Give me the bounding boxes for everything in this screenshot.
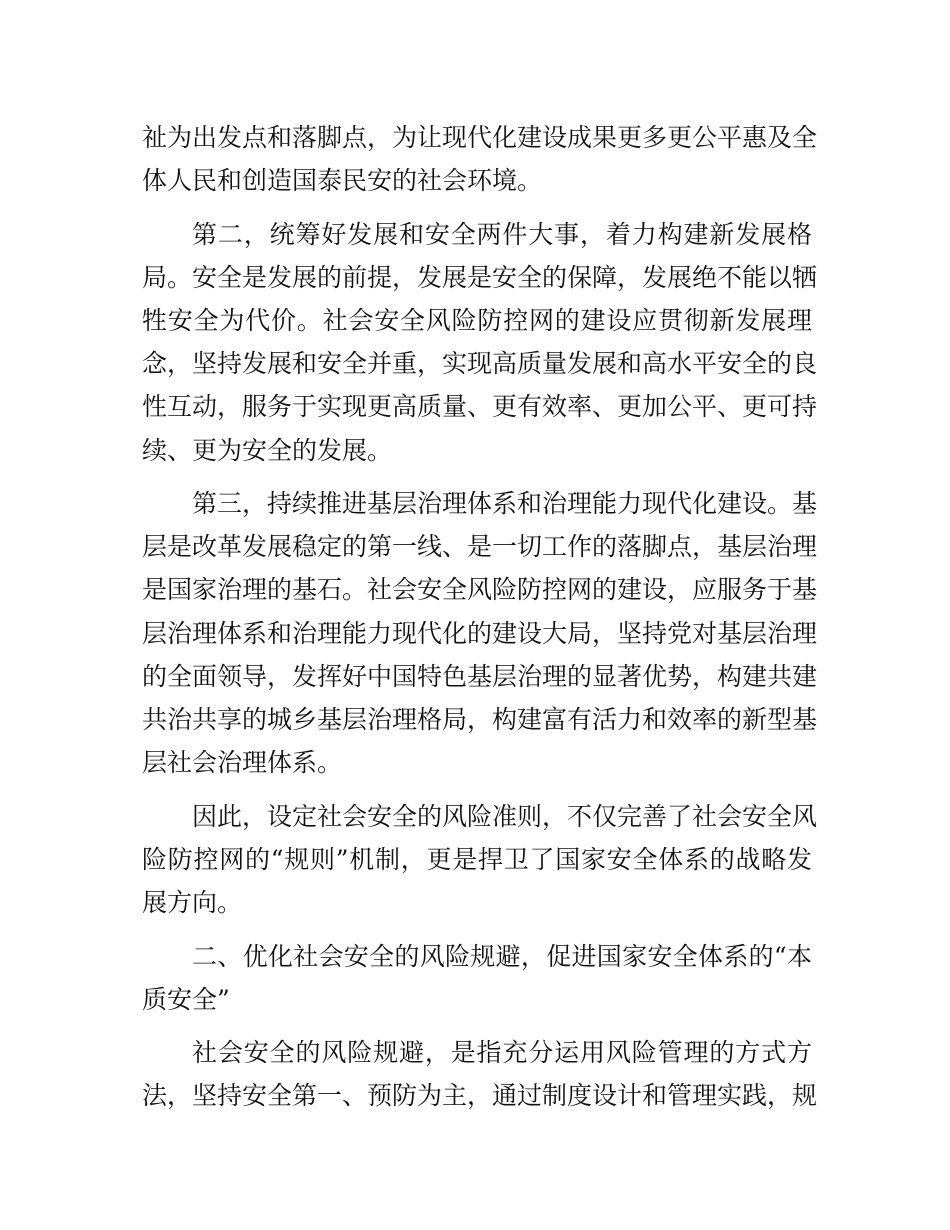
text-line: 层是改革发展稳定的第一线、是一切工作的落脚点，基层治理 bbox=[142, 532, 818, 562]
text-line: 社会安全的风险规避，是指充分运用风险管理的方式方 bbox=[192, 1038, 812, 1068]
text-line: 险防控网的“规则”机制，更是捍卫了国家安全体系的战略发 bbox=[142, 844, 812, 874]
paragraph-4 bbox=[142, 795, 818, 925]
section-heading bbox=[142, 935, 812, 1021]
text-line: 层社会治理体系。 bbox=[142, 748, 343, 778]
text-line: 共治共享的城乡基层治理格局，构建富有活力和效率的新型基 bbox=[142, 705, 818, 735]
text-line: 祉为出发点和落脚点，为让现代化建设成果更多更公平惠及全 bbox=[142, 123, 818, 152]
paragraph-1 bbox=[142, 116, 818, 202]
text-line: 第三，持续推进基层治理体系和治理能力现代化建设。基 bbox=[192, 489, 818, 519]
text-line: 念，坚持发展和安全并重，实现高质量发展和高水平安全的良 bbox=[142, 349, 818, 379]
text-line: 展方向。 bbox=[142, 888, 243, 918]
paragraph-2 bbox=[142, 213, 818, 472]
text-line: 第二，统筹好发展和安全两件大事，着力构建新发展格 bbox=[192, 219, 812, 249]
text-line: 体人民和创造国泰民安的社会环境。 bbox=[142, 166, 543, 196]
text-line: 的全面领导，发挥好中国特色基层治理的显著优势，构建共建 bbox=[142, 661, 818, 691]
text-line: 是国家治理的基石。社会安全风险防控网的建设，应服务于基 bbox=[142, 575, 818, 605]
text-line: 性互动，服务于实现更高质量、更有效率、更加公平、更可持 bbox=[142, 392, 818, 422]
document-page bbox=[142, 116, 818, 1128]
text-line: 法，坚持安全第一、预防为主，通过制度设计和管理实践，规 bbox=[142, 1081, 818, 1111]
text-line: 局。安全是发展的前提，发展是安全的保障，发展绝不能以牺 bbox=[142, 262, 818, 292]
text-line: 牲安全为代价。社会安全风险防控网的建设应贯彻新发展理 bbox=[142, 306, 812, 336]
paragraph-6 bbox=[142, 1031, 818, 1117]
text-line: 续、更为安全的发展。 bbox=[142, 435, 393, 465]
paragraph-3 bbox=[142, 482, 818, 784]
text-line: 二、优化社会安全的风险规避，促进国家安全体系的“本 bbox=[192, 941, 812, 971]
text-line: 层治理体系和治理能力现代化的建设大局，坚持党对基层治理 bbox=[142, 618, 818, 648]
text-line: 因此，设定社会安全的风险准则，不仅完善了社会安全风 bbox=[192, 801, 818, 831]
text-line: 质安全” bbox=[142, 984, 230, 1014]
